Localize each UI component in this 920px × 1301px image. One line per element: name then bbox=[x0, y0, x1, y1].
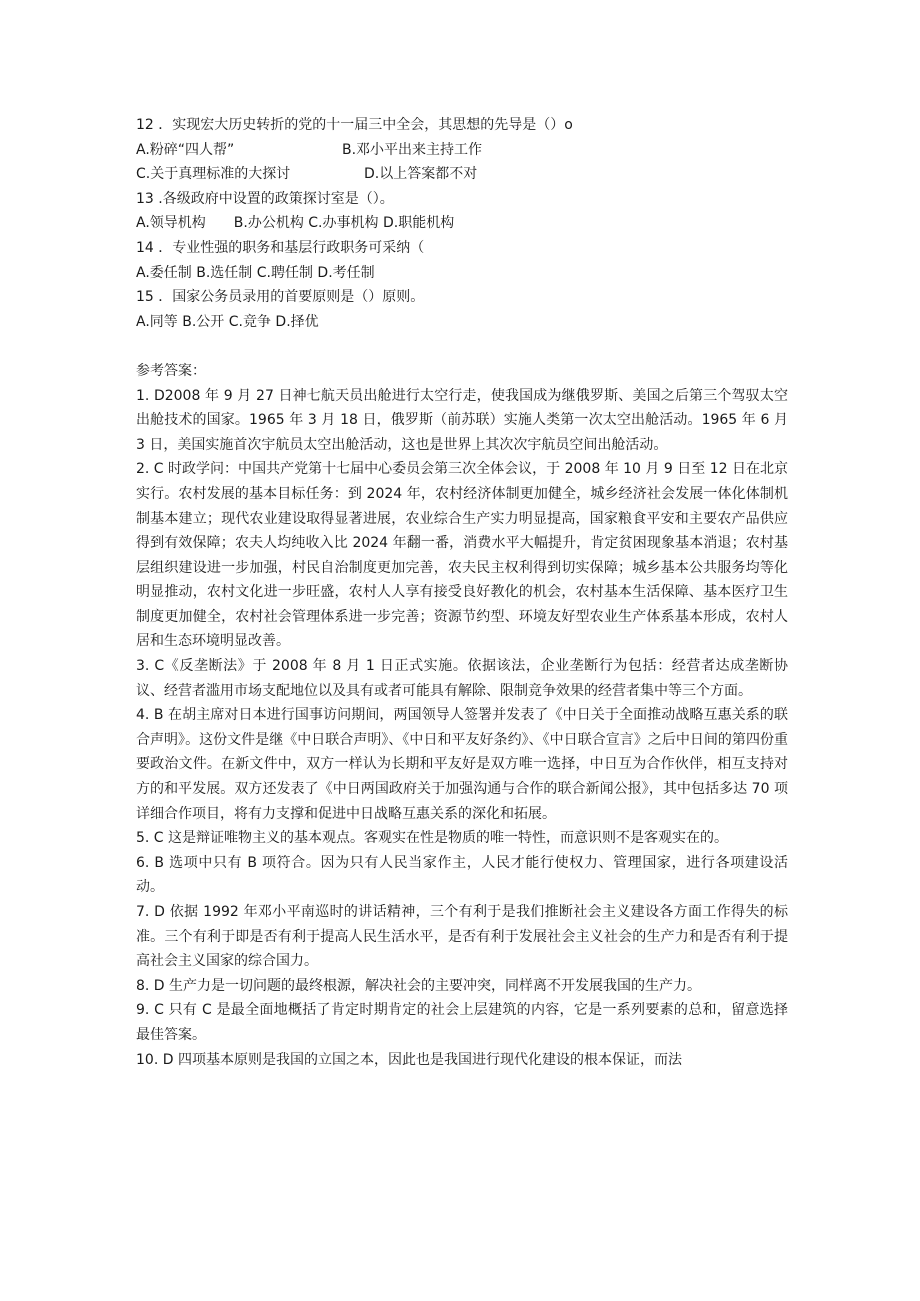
question-12-option-c: C.关于真理标准的大探讨 bbox=[136, 166, 291, 183]
document-content bbox=[136, 113, 788, 1072]
answer-4: 4. B 在胡主席对日本进行国事访问期间，两国领导人签署并发表了《中日关于全面推动战略互惠关系的联合声明》。这份文件是继《中日联合声明》、《中日和平友好条约》、《中日联合宣言》之后中日间的第四份重要政治文件。在新文件中，双方一样认为长期和平友好是双方唯一选择，中日互为合作伙伴，相互支持对方的和平发展。双方还发表了《中日两国政府关于加强沟通与合作的联合新闻公报》，其中包括多达 70 项详细合作项目，将有力支撑和促进中日战略互惠关系的深化和拓展。 bbox=[136, 707, 788, 822]
question-14-stem: 14 ．专业性强的职务和基层行政职务可采纳（ bbox=[136, 239, 425, 256]
answer-6: 6. B 选项中只有 B 项符合。因为只有人民当家作主，人民才能行使权力、管理国家，进行各项建设活动。 bbox=[136, 854, 788, 896]
answer-3: 3. C《反垄断法》于 2008 年 8 月 1 日正式实施。依据该法，企业垄断行为包括：经营者达成垄断协议、经营者滥用市场支配地位以及具有或者可能具有解除、限制竞争效果的经营者集中等三个方面。 bbox=[136, 658, 788, 699]
question-13-options: A.领导机构 B.办公机构 C.办事机构 D.职能机构 bbox=[136, 215, 455, 232]
question-12-option-b: B.邓小平出来主持工作 bbox=[342, 141, 483, 158]
question-15-stem: 15 ．国家公务员录用的首要原则是（）原则。 bbox=[136, 289, 425, 306]
question-14-options: A.委任制 B.选任制 C.聘任制 D.考任制 bbox=[136, 264, 375, 281]
answers-heading: 参考答案： bbox=[136, 362, 206, 379]
answer-5: 5. C 这是辩证唯物主义的基本观点。客观实在性是物质的唯一特性，而意识则不是客观实在的。 bbox=[136, 830, 729, 847]
question-12-option-a: A.粉碎“四人帮” bbox=[136, 141, 235, 158]
question-13-stem: 13 .各级政府中设置的政策探讨室是（）。 bbox=[136, 190, 394, 207]
answer-9: 9. C 只有 C 是最全面地概括了肯定时期肯定的社会上层建筑的内容，它是一系列要素的总和，留意选择最佳答案。 bbox=[136, 1002, 788, 1043]
question-12-options-row-1 bbox=[136, 138, 788, 163]
answer-8: 8. D 生产力是一切问题的最终根源，解决社会的主要冲突，同样离不开发展我国的生产力。 bbox=[136, 977, 702, 994]
answer-2: 2. C 时政学问：中国共产党第十七届中心委员会第三次全体会议，于 2008 年 10 月 9 日至 12 日在北京实行。农村发展的基本目标任务：到 2024 年，农村经济体制更加健全，城乡经济社会发展一体化体制机制基本建立；现代农业建设取得显著进展，农业综合生产实力明显提高，国家粮食平安和主要农产品供应得到有效保障；农夫人均纯收入比 2024 年翻一番，消费水平大幅提升，肯定贫困现象基本消退；农村基层组织建设进一步加强，村民自治制度更加完善，农夫民主权利得到切实保障；城乡基本公共服务均等化明显推动，农村文化进一步旺盛，农村人人享有接受良好教化的机会，农村基本生活保障、基本医疗卫生制度更加健全，农村社会管理体系进一步完善；资源节约型、环境友好型农业生产体系基本形成，农村人居和生态环境明显改善。 bbox=[136, 461, 788, 650]
question-15-options: A.同等 B.公开 C.竞争 D.择优 bbox=[136, 313, 319, 330]
answer-1: 1. D2008 年 9 月 27 日神七航天员出舱进行太空行走，使我国成为继俄罗斯、美国之后第三个驾驭太空出舱技术的国家。1965 年 3 月 18 日，俄罗斯（前苏联）实施人类第一次太空出舱活动。1965 年 6 月 3 日，美国实施首次宇航员太空出舱活动，这也是世界上其次次宇航员空间出舱活动。 bbox=[136, 387, 788, 453]
section-spacer bbox=[136, 334, 788, 359]
answer-10: 10. D 四项基本原则是我国的立国之本，因此也是我国进行现代化建设的根本保证，而法 bbox=[136, 1051, 682, 1068]
question-12-stem: 12 ．实现宏大历史转折的党的十一届三中全会，其思想的先导是（）o bbox=[136, 117, 573, 133]
question-12-option-d: D.以上答案都不对 bbox=[364, 166, 478, 183]
question-12-options-row-2 bbox=[136, 162, 788, 187]
answer-7: 7. D 依据 1992 年邓小平南巡时的讲话精神，三个有利于是我们推断社会主义建设各方面工作得失的标准。三个有利于即是否有利于提高人民生活水平，是否有利于发展社会主义社会的生产力和是否有利于提高社会主义国家的综合国力。 bbox=[136, 904, 788, 970]
